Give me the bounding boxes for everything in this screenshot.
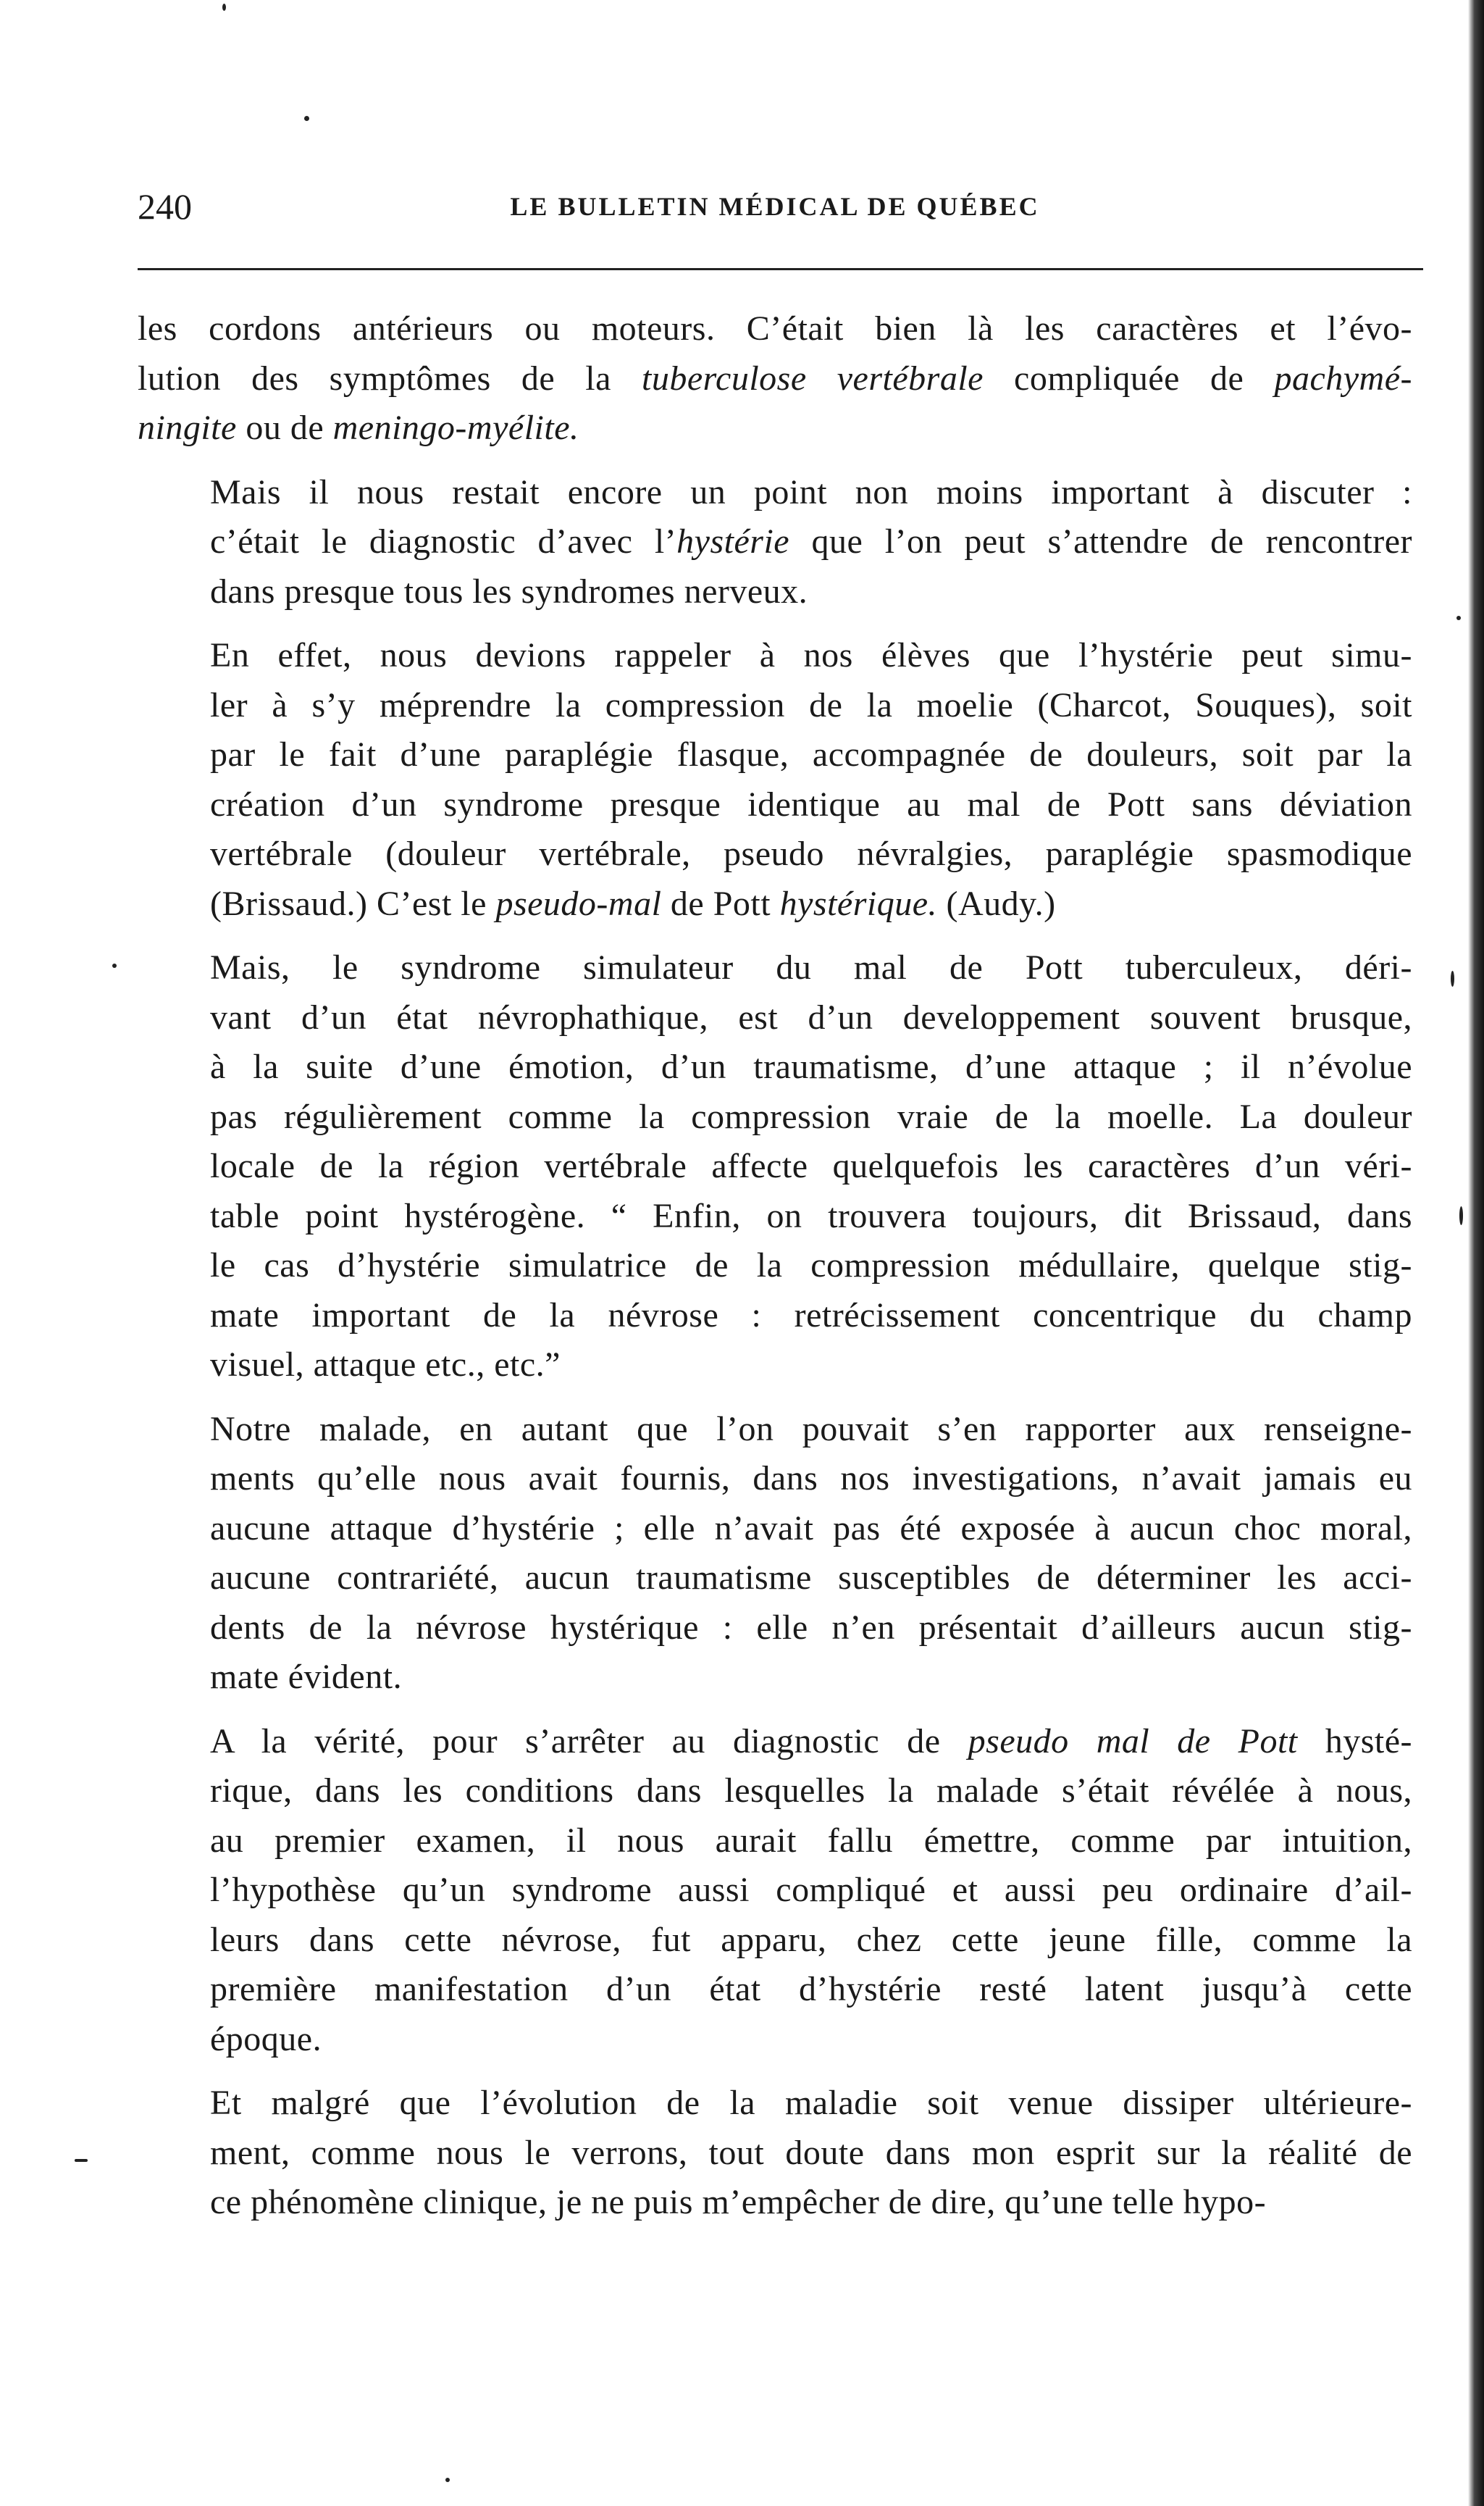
text-line [138, 1504, 1412, 1554]
text-line [138, 880, 1412, 930]
text-run: dents de la névrose hystérique : elle n’en présentait d’ailleurs aucun stig- [210, 1608, 1412, 1647]
text-run: hystérie [676, 522, 790, 561]
text-line [138, 1816, 1412, 1866]
text-run: Mais il nous restait encore un point non moins important à discuter : [210, 472, 1412, 511]
text-line [138, 1653, 1412, 1703]
text-line [138, 517, 1412, 567]
page-number: 240 [138, 186, 192, 227]
text-run: vant d’un état névrophathique, est d’un developpement souvent brusque, [210, 998, 1412, 1037]
text-line [138, 631, 1412, 681]
text-line [138, 1192, 1412, 1242]
running-title: LE BULLETIN MÉDICAL DE QUÉBEC [510, 192, 1040, 221]
text-run: l’hypothèse qu’un syndrome aussi compliqué et aussi peu ordinaire d’ail- [210, 1871, 1412, 1909]
scan-speck [1456, 616, 1461, 620]
text-line [138, 1340, 1412, 1390]
text-line [138, 1603, 1412, 1653]
text-run: meningo-myélite. [332, 409, 579, 447]
text-run: pseudo mal de Pott [968, 1721, 1298, 1761]
text-run: compliquée de [983, 359, 1275, 398]
text-run: visuel, attaque etc., etc.” [210, 1345, 561, 1384]
text-line [138, 993, 1412, 1043]
text-run: les cordons antérieurs ou moteurs. C’était bien là les caractères et l’évo- [138, 309, 1412, 348]
text-run: En effet, nous devions rappeler à nos élèves que l’hystérie peut simu- [210, 636, 1412, 674]
text-run: création d’un syndrome presque identique au mal de Pott sans déviation [210, 785, 1412, 824]
text-run: ler à s’y méprendre la compression de la moelie (Charcot, Souques), soit [210, 685, 1412, 724]
text-line [138, 1766, 1412, 1816]
text-run: hystérique. [779, 884, 938, 923]
text-run: Notre malade, en autant que l’on pouvait s’en rapporter aux renseigne- [210, 1409, 1412, 1448]
text-run: (Brissaud.) C’est le [210, 884, 496, 923]
text-line [138, 1093, 1412, 1143]
text-run: aucune contrariété, aucun traumatisme susceptibles de déterminer les acci- [210, 1558, 1412, 1597]
text-run: Et malgré que l’évolution de la maladie soit venue dissiper ultérieure- [210, 2084, 1412, 2122]
scan-speck [304, 116, 309, 121]
text-line [138, 2015, 1412, 2065]
text-run: de Pott [661, 884, 780, 923]
text-line [138, 1454, 1412, 1504]
page-header [138, 185, 1412, 228]
text-run: pachymé- [1274, 359, 1412, 398]
text-run: vertébrale (douleur vertébrale, pseudo névralgies, paraplégie spasmodique [210, 835, 1412, 873]
paragraph [138, 2079, 1412, 2228]
text-run: aucune attaque d’hystérie ; elle n’avait pas été exposée à aucun choc moral, [210, 1508, 1412, 1548]
text-line [138, 780, 1412, 830]
text-run: table point hystérogène. “ Enfin, on trouvera toujours, dit Brissaud, dans [210, 1196, 1412, 1235]
paragraph [138, 943, 1412, 1390]
text-run: leurs dans cette névrose, fut apparu, chez cette jeune fille, comme la [210, 1920, 1412, 1959]
text-run: lution des symptômes de la [138, 359, 642, 398]
text-run: ou de [236, 409, 333, 447]
paragraph [138, 1717, 1412, 2065]
text-line [138, 1866, 1412, 1916]
scan-speck [75, 2159, 88, 2162]
text-run: par le fait d’une paraplégie flasque, accompagnée de douleurs, soit par la [210, 735, 1412, 774]
text-run: hysté- [1297, 1721, 1413, 1761]
text-run: pseudo-mal [495, 884, 662, 923]
scan-speck [112, 964, 117, 968]
scan-speck [1451, 971, 1454, 987]
paragraph [138, 631, 1412, 929]
text-line [138, 2129, 1412, 2179]
text-line [138, 354, 1412, 404]
text-line [138, 404, 1412, 454]
text-line [138, 1717, 1412, 1767]
text-line [138, 1291, 1412, 1341]
text-line [138, 2178, 1412, 2228]
text-run: pas régulièrement comme la compression vraie de la moelle. La douleur [210, 1097, 1412, 1136]
text-run: ment, comme nous le verrons, tout doute dans mon esprit sur la réalité de [210, 2133, 1412, 2172]
text-line [138, 1965, 1412, 2015]
page-edge [1468, 0, 1484, 2506]
text-line [138, 1043, 1412, 1093]
text-line [138, 1405, 1412, 1455]
text-run: tuberculose vertébrale [641, 359, 984, 398]
text-run: première manifestation d’un état d’hystérie resté latent jusqu’à cette [210, 1970, 1412, 2008]
text-run: mate important de la névrose : retrécissement concentrique du champ [210, 1295, 1412, 1335]
text-line [138, 943, 1412, 993]
text-run: c’était le diagnostic d’avec l’ [210, 522, 677, 561]
scan-speck [222, 4, 226, 11]
text-line [138, 1241, 1412, 1291]
paragraph [138, 1405, 1412, 1703]
text-run: rique, dans les conditions dans lesquelles la malade s’était révélée à nous, [210, 1771, 1412, 1810]
scan-speck [445, 2478, 450, 2482]
text-line [138, 468, 1412, 518]
text-run: à la suite d’une émotion, d’un traumatisme, d’une attaque ; il n’évolue [210, 1048, 1412, 1086]
text-run: ments qu’elle nous avait fournis, dans nos investigations, n’avait jamais eu [210, 1459, 1412, 1498]
text-line [138, 681, 1412, 731]
text-run: A la vérité, pour s’arrêter au diagnostic de [210, 1721, 968, 1761]
text-run: au premier examen, il nous aurait fallu émettre, comme par intuition, [210, 1821, 1412, 1860]
text-line [138, 1916, 1412, 1966]
text-line [138, 304, 1412, 354]
text-run: époque. [210, 2019, 322, 2058]
body-text [138, 304, 1412, 2242]
text-line [138, 830, 1412, 880]
text-line [138, 1142, 1412, 1192]
text-run: mate évident. [210, 1658, 403, 1696]
text-run: dans presque tous les syndromes nerveux. [210, 572, 808, 611]
text-run: Mais, le syndrome simulateur du mal de Pott tuberculeux, déri- [210, 948, 1412, 987]
paragraph [138, 468, 1412, 617]
scan-speck [1459, 1206, 1463, 1225]
text-run: ningite [138, 409, 237, 447]
paragraph [138, 304, 1412, 454]
text-run: le cas d’hystérie simulatrice de la compression médullaire, quelque stig- [210, 1246, 1412, 1285]
text-run: locale de la région vertébrale affecte quelquefois les caractères d’un véri- [210, 1147, 1412, 1185]
header-rule [138, 268, 1423, 270]
text-line [138, 730, 1412, 780]
text-run: (Audy.) [937, 884, 1056, 923]
text-line [138, 2079, 1412, 2129]
text-line [138, 1553, 1412, 1603]
text-run: que l’on peut s’attendre de rencontrer [789, 522, 1412, 561]
text-run: ce phénomène clinique, je ne puis m’empêcher de dire, qu’une telle hypo- [210, 2183, 1267, 2221]
text-line [138, 567, 1412, 617]
